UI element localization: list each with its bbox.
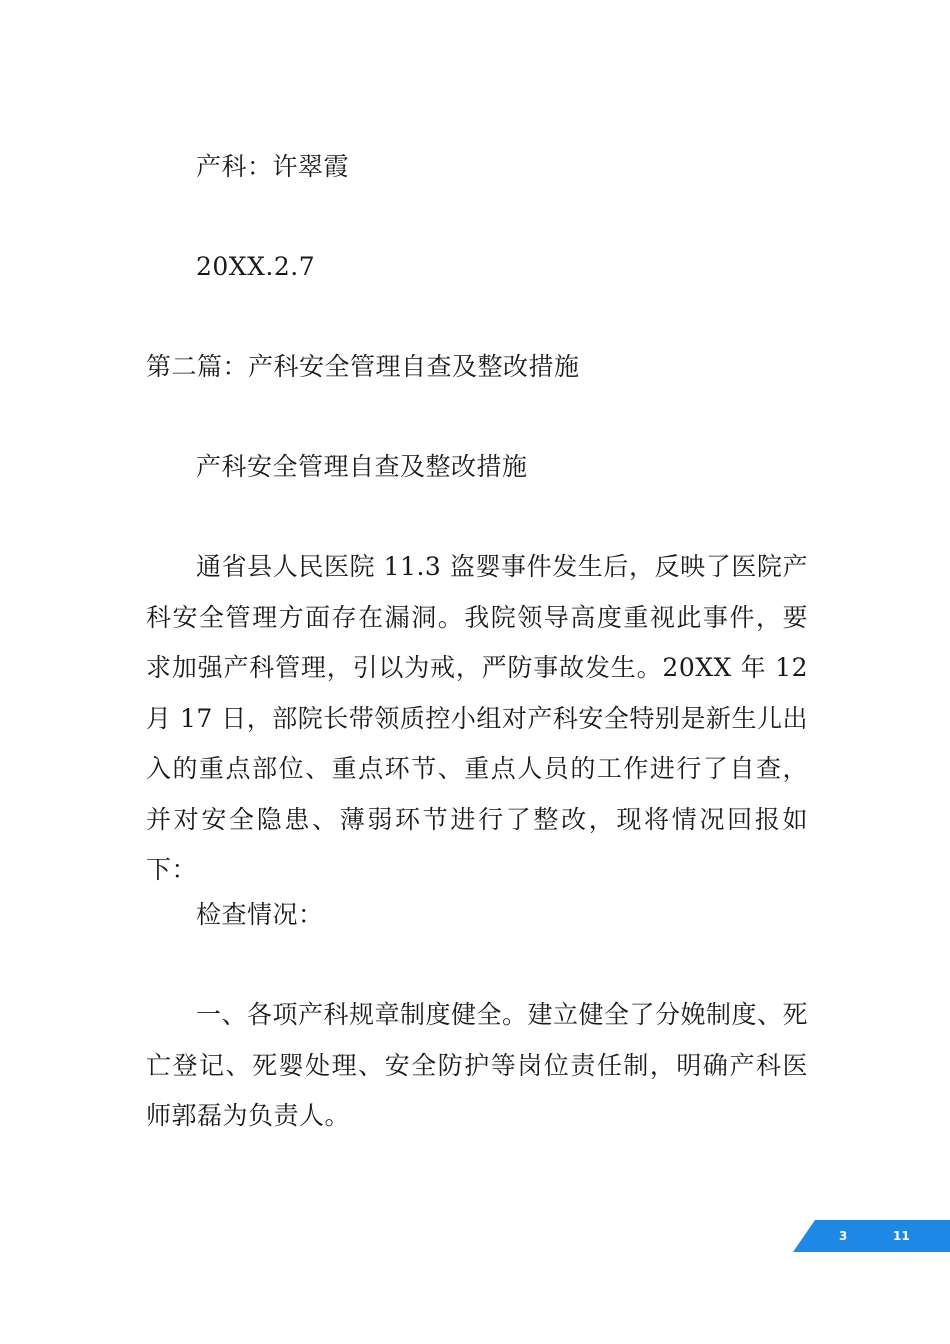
page-number-band bbox=[793, 1220, 950, 1252]
current-page-number: 3 bbox=[839, 1229, 848, 1243]
body-paragraph-intro: 通省县人民医院 11.3 盗婴事件发生后，反映了医院产科安全管理方面存在漏洞。我院领导高度重视此事件，要求加强产科管理，引以为戒，严防事故发生。20XX 年 12 月 17 日，部院长带领质控小组对产科安全特别是新生儿出入的重点部位、重点环节、重点人员的工作进行了自查，并对安全隐患、薄弱环节进行了整改，现将情况回报如下： bbox=[146, 552, 808, 884]
check-heading: 检查情况： bbox=[196, 900, 324, 929]
page-band-shape bbox=[793, 1220, 950, 1252]
body-paragraph-item-1: 一、各项产科规章制度健全。建立健全了分娩制度、死亡登记、死婴处理、安全防护等岗位责任制，明确产科医师郭磊为负责人。 bbox=[146, 1000, 809, 1130]
section-title: 产科安全管理自查及整改措施 bbox=[196, 452, 528, 481]
total-pages-number: 11 bbox=[893, 1229, 910, 1243]
section-heading: 第二篇：产科安全管理自查及整改措施 bbox=[146, 352, 580, 381]
signature-department: 产科：许翠霞 bbox=[196, 152, 350, 181]
signature-date: 20XX.2.7 bbox=[196, 252, 316, 281]
